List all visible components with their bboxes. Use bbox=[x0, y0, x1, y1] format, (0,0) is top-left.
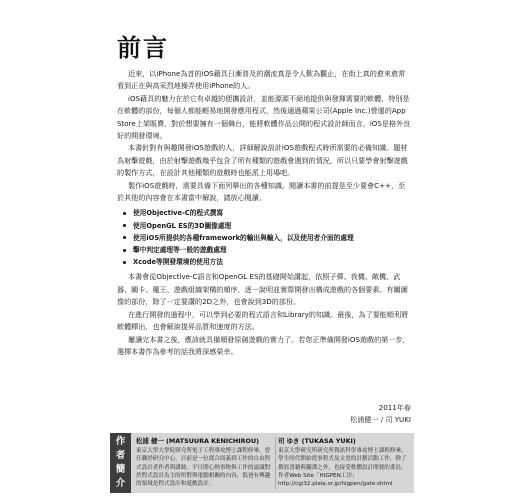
author-profile-box bbox=[110, 433, 414, 493]
list-item: 擊中判定處理等一般的遊戲處理 bbox=[117, 244, 411, 256]
paragraph: 製作iOS遊戲時，需要具備下面列舉出的各種知識。閱讀本書的前提是至少要會C++，至於其他的內容會在本書當中解說，請放心閱讀。 bbox=[117, 180, 406, 203]
paragraph: 屢讓完本書之後，應該就具備順發原創遊戲的實力了。若您正準備開發iOS遊戲的第一步，選擇本書作為參考的話我將深感榮幸。 bbox=[117, 334, 410, 356]
page-title: 前言 bbox=[117, 34, 169, 62]
list-item: 使用Objective-C的程式撰寫 bbox=[117, 207, 411, 219]
label-char: 簡 bbox=[115, 464, 126, 475]
paragraph: 本書針對有與趣開發iOS遊戲的人，詳細解說設計iOS遊戲程式時所需要的必備知識。題材為射擊遊戲，由於射擊遊戲幾乎包含了所有種類的遊戲會遇到的情況，所以只要學會射擊遊戲的製作方式，在設計其他種類的遊戲時也能派上用場吧。 bbox=[117, 143, 408, 178]
author-2-bio: 東京大學研究所研究所資訊科學專攻博士課程修畢，學生時代開始從事程式及文書的計劃活動工作，除了撰寫書籍與翻譯之外，也接受軟體設計開發的委託。 bbox=[278, 448, 407, 471]
signature-date: 2011年春 bbox=[378, 403, 411, 412]
preface-body bbox=[117, 68, 411, 358]
author-1-bio: 東京大學大學院研究所電子工程專攻博士課程修畢。曾任職於研究中心，目前是一位從合商義到工作的自由程式設計者作者與講師。平日開心熱事物與工作的認識對於程式設計為主的所對與電腦相關的內容，低爸有興趣的領域是程式設計和遊戲設計。 bbox=[136, 448, 271, 488]
author-1-name: 松浦 健一 (MATSUURA KENICHIROU) bbox=[136, 437, 260, 445]
knowledge-list bbox=[117, 207, 411, 268]
author-2-name: 司 ゆき (TUKASA YUKI) bbox=[278, 437, 356, 445]
list-item: 使用OpenGL ES的3D圖像處理 bbox=[117, 220, 411, 232]
list-item: Xcode等開發環境的使用方法 bbox=[117, 256, 411, 268]
paragraph: 在進行開發的過程中，可以學到必要的程式語言和Library的知識。最後，為了要能順利將軟體釋出，也會解說提昇品質和速度的方法。 bbox=[117, 309, 409, 332]
author-divider bbox=[275, 437, 276, 489]
author-1 bbox=[136, 437, 272, 488]
signature-names: 松浦健一 / 司 YUKI bbox=[350, 415, 411, 424]
list-item: 使用iOS所提供的各種framework的輸出與輸入，以及使用者介面的處理 bbox=[117, 232, 411, 244]
label-char: 作 bbox=[115, 436, 126, 447]
paragraph: 本書會從Objective-C語言和OpenGL ES的基礎開始講起，依照子彈、我機、敵機、武器、關卡、魔王、遊戲組織架構的順序，逐一說明並實際開發出構成遊戲的各個要素。有關圖像的部份，除了一定要講的2D之外，也會說到3D的部份。 bbox=[117, 272, 408, 307]
label-char: 者 bbox=[115, 450, 126, 461]
author-2-url[interactable]: http://cgi32.plala.or.jp/higpen/gate.shtml bbox=[278, 481, 393, 488]
author-2 bbox=[278, 437, 410, 488]
paragraph: 近來，以iPhone為首的iOS藉具日漸普及的潮流真是令人歎為觀止，在街上真的愈來愈常看到正在與高采烈地操弄使用iPhone的人。 bbox=[117, 69, 406, 91]
paragraph: iOS藉具的魅力在於它有卓越的便攜設計，並能源源不絕地提供與發揮需要的軟體，特別是在軟體的部份，每個人都能輕易地開發應用程式，然後通過蘋果公司(Apple Inc.)營運的App Store上架販賣，對於想要擁有一個舞台，能將軟體作品公開的程式設計師而言，iOS是格外良好的開發環境。 bbox=[117, 93, 411, 141]
author-2-site-label: 作者Web Site「HIGPEN工房」 bbox=[278, 472, 358, 479]
label-char: 介 bbox=[115, 478, 126, 489]
author-profile-label bbox=[110, 433, 131, 493]
